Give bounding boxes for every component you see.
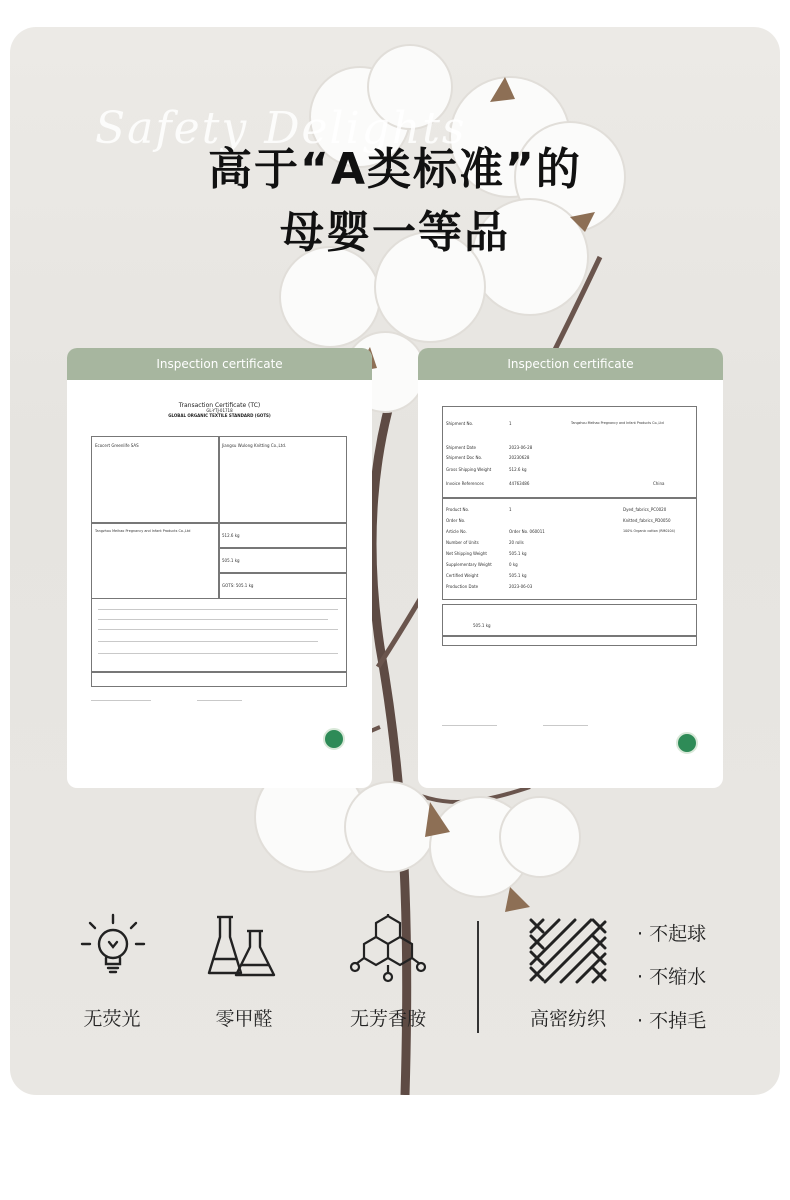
headline-line-2: 母婴一等品 bbox=[280, 207, 510, 258]
weave-icon bbox=[529, 918, 607, 984]
input-references-box bbox=[91, 672, 347, 687]
doc-cert-no: GL-YTJ-01718 bbox=[206, 408, 233, 413]
feature-label: 零甲醛 bbox=[215, 1008, 273, 1030]
ecocert-mark bbox=[197, 700, 242, 701]
declarations-box bbox=[442, 636, 697, 646]
shipment-value: 1 bbox=[509, 421, 512, 426]
raw-materials-box bbox=[442, 604, 697, 636]
product-label: Production Date bbox=[446, 584, 479, 589]
cert-body-name: Ecocert Greenlife SAS bbox=[95, 443, 139, 448]
certificate-document bbox=[91, 403, 348, 418]
headline-line-1: 高于“A类标准”的 bbox=[208, 144, 582, 195]
shipment-value: 20230628 bbox=[509, 455, 530, 460]
shipment-value: 512.6 kg bbox=[509, 467, 527, 472]
product-value: 505.1 kg bbox=[509, 551, 527, 556]
gots-seal-icon bbox=[323, 728, 345, 750]
doc-title: Transaction Certificate (TC) bbox=[178, 402, 261, 409]
product-value: 505.1 kg bbox=[509, 573, 527, 578]
doc-subtitle: GLOBAL ORGANIC TEXTILE STANDARD (GOTS) bbox=[168, 413, 271, 418]
flask-icon bbox=[207, 913, 279, 983]
net-weight-box bbox=[218, 547, 347, 574]
shipment-label: Shipment Doc No. bbox=[446, 455, 483, 460]
certificate-heading: Inspection certificate bbox=[67, 348, 372, 380]
cert-body-box bbox=[91, 436, 220, 524]
product-value: 20 rolls bbox=[509, 540, 524, 545]
feature-label: 无荧光 bbox=[83, 1008, 141, 1030]
bullet-no-shrinking: · 不缩水 bbox=[637, 966, 707, 988]
consignee-name: Tangzhou Meihao Pregnancy and Infant Products Co.,Ltd bbox=[571, 421, 664, 425]
certified-weight-box bbox=[218, 572, 347, 599]
buyer-box bbox=[91, 522, 220, 599]
shipment-value: 2023-06-28 bbox=[509, 445, 533, 450]
seller-box bbox=[218, 436, 347, 524]
product-value: Order No. 060011 bbox=[509, 529, 545, 534]
feature-divider bbox=[477, 921, 479, 1033]
gots-seal-icon bbox=[676, 732, 698, 754]
product-value: 0 kg bbox=[509, 562, 518, 567]
product-label: Net Shipping Weight bbox=[446, 551, 487, 556]
shipment-value: 44763486 bbox=[509, 481, 530, 486]
bullet-no-shedding: · 不掉毛 bbox=[637, 1010, 707, 1032]
shipment-label: Gross Shipping Weight bbox=[446, 467, 492, 472]
product-value: 2023-06-03 bbox=[509, 584, 533, 589]
ecocert-mark bbox=[543, 725, 588, 726]
product-label: Product No. bbox=[446, 507, 470, 512]
gross-weight: 512.6 kg bbox=[222, 533, 240, 538]
product-label: Article No. bbox=[446, 529, 467, 534]
product-label: Order No. bbox=[446, 518, 466, 523]
signature-line bbox=[442, 725, 497, 726]
material-composition: 100% Organic cotton (RM0104) bbox=[623, 529, 676, 533]
certificate-card-1 bbox=[67, 348, 372, 788]
bullet-no-pilling: · 不起球 bbox=[637, 923, 707, 945]
signature-line bbox=[91, 700, 151, 701]
declarations-box bbox=[91, 598, 347, 672]
seller-name: Jiangsu Wulong Knitting Co.,Ltd. bbox=[222, 443, 287, 448]
shipment-label: Invoice References bbox=[446, 481, 484, 486]
product-label: Number of Units bbox=[446, 540, 479, 545]
product-detail: Knitted_fabrics_PD0050 bbox=[623, 518, 671, 523]
certificate-card-2 bbox=[418, 348, 723, 788]
origin-weight: 505.1 kg bbox=[473, 623, 491, 628]
gross-weight-box bbox=[218, 522, 347, 549]
shipment-label: Shipment No. bbox=[446, 421, 474, 426]
buyer-name: Tangzhou Meihao Pregnancy and Infant Products Co.,Ltd bbox=[95, 529, 191, 533]
certified-products-box bbox=[442, 498, 697, 600]
shipments-box bbox=[442, 406, 697, 498]
lightbulb-icon bbox=[80, 913, 146, 983]
certified-weight: GOTS: 505.1 kg bbox=[222, 583, 254, 588]
feature-label: 高密纺织 bbox=[529, 1008, 606, 1030]
product-value: 1 bbox=[509, 507, 512, 512]
product-label: Supplementary Weight bbox=[446, 562, 492, 567]
consignee-country: China bbox=[653, 481, 665, 486]
shipment-label: Shipment Date bbox=[446, 445, 477, 450]
molecule-icon bbox=[349, 913, 427, 983]
product-label: Certified Weight bbox=[446, 573, 479, 578]
feature-label: 无芳香胺 bbox=[349, 1008, 426, 1030]
script-watermark: Safety Delights bbox=[95, 103, 467, 154]
net-weight: 505.1 kg bbox=[222, 558, 240, 563]
certificate-heading: Inspection certificate bbox=[418, 348, 723, 380]
product-category: Dyed_fabrics_PC0020 bbox=[623, 507, 667, 512]
